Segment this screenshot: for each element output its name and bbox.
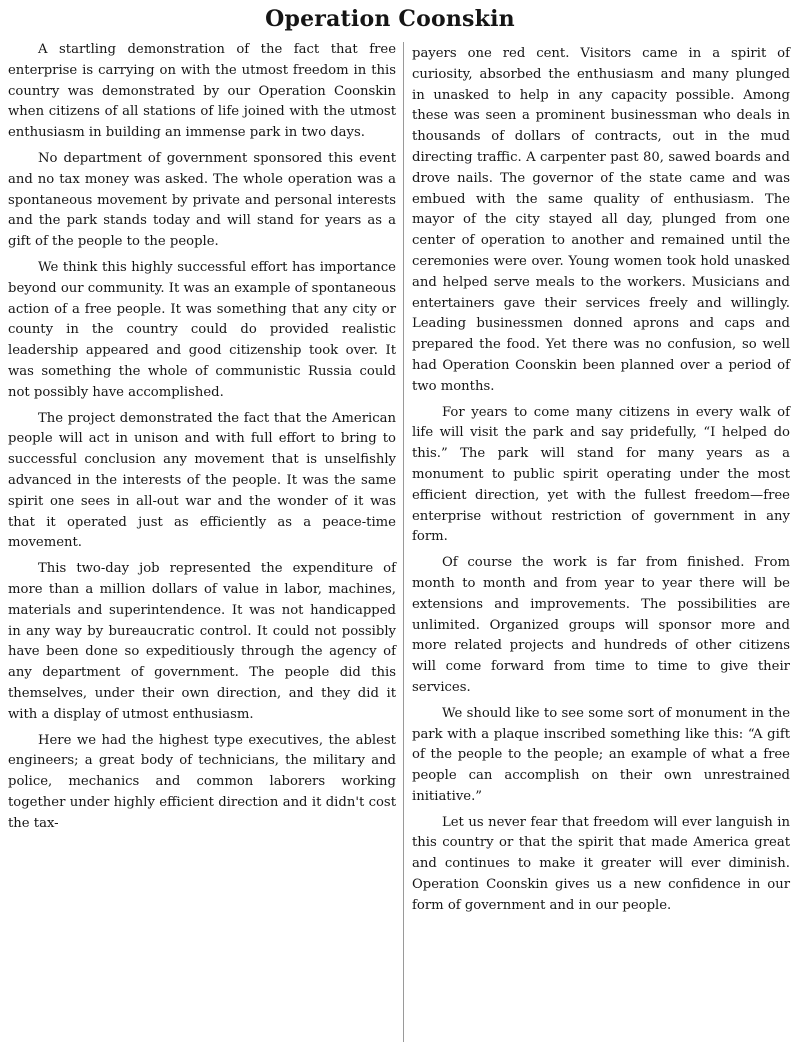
paragraph: For years to come many citizens in every walk of life will visit the park and say pridefully, “I helped do this.” The park will stand for many years as a monument to public spirit operating under the most efficient direction, yet with the fullest freedom—free enterprise without restriction of government in any form.	[412, 404, 790, 545]
paragraph: This two-day job represented the expenditure of more than a million dollars of value in labor, machines, materials and superintendence. It was not handicapped in any way by bureaucratic control. It could not possibly have been done so expeditiously through the agency of any department of government. The people did this themselves, under their own direction, and they did it with a display of utmost enthusiasm.	[8, 561, 396, 722]
paragraph: No department of government sponsored this event and no tax money was asked. The whole operation was a spontaneous movement by private and personal interests and the park stands today and will stand for years as a gift of the people to the people.	[8, 150, 396, 250]
left-column	[8, 40, 396, 839]
article-headline: Operation Coonskin	[265, 6, 515, 32]
paragraph: Here we had the highest type executives, the ablest engineers; a great body of technicians, the military and police, mechanics and common laborers working together under highly efficient direction and it didn't cost the tax-	[8, 732, 396, 831]
paragraph: Let us never fear that freedom will ever languish in this country or that the spirit that made America great and continues to make it greater will ever diminish. Operation Coonskin gives us a new confidence in our form of government and in our people.	[412, 814, 790, 913]
right-column	[412, 44, 790, 922]
paragraph: Of course the work is far from finished. From month to month and from year to year there will be extensions and improvements. The possibilities are unlimited. Organized groups will sponsor more and more related projects and hundreds of other citizens will come forward from time to time to give their services.	[412, 555, 790, 695]
paragraph: A startling demonstration of the fact that free enterprise is carrying on with the utmost freedom in this country was demonstrated by our Operation Coonskin when citizens of all stations of life joined with the utmost enthusiasm in building an immense park in two days.	[8, 42, 396, 141]
paragraph: We think this highly successful effort has importance beyond our community. It was an example of spontaneous action of a free people. It was something that any city or county in the country could do provided realistic leadership appeared and good citizenship took over. It was something the whole of communistic Russia could not possibly have accomplished.	[8, 259, 396, 400]
paragraph: The project demonstrated the fact that the American people will act in unison and with full effort to bring to successful conclusion any movement that is unselfishly advanced in the interests of the people. It was the same spirit one sees in all-out war and the wonder of it was that it operated just as efficiently as a peace-time movement.	[8, 410, 396, 551]
paragraph-continued: payers one red cent. Visitors came in a spirit of curiosity, absorbed the enthusiasm and many plunged in unasked to help in any capacity possible. Among these was seen a prominent businessman who deals in thousands of dollars of contracts, out in the mud directing traffic. A carpenter past 80, sawed boards and drove nails. The governor of the state came and was embued with the same quality of enthusiasm. The mayor of the city stayed all day, plunged from one center of operation to another and remained until the ceremonies were over. Young women took hold unasked and helped serve meals to the workers. Musicians and entertainers gave their services freely and willingly. Leading businessmen donned aprons and caps and prepared the food. Yet there was no confusion, so well had Operation Coonskin been planned over a period of two months.	[412, 46, 790, 394]
paragraph: We should like to see some sort of monument in the park with a plaque inscribed something like this: “A gift of the people to the people; an example of what a free people can accomplish on their own unrestrained initiative.”	[412, 705, 790, 804]
column-divider	[403, 42, 404, 1042]
